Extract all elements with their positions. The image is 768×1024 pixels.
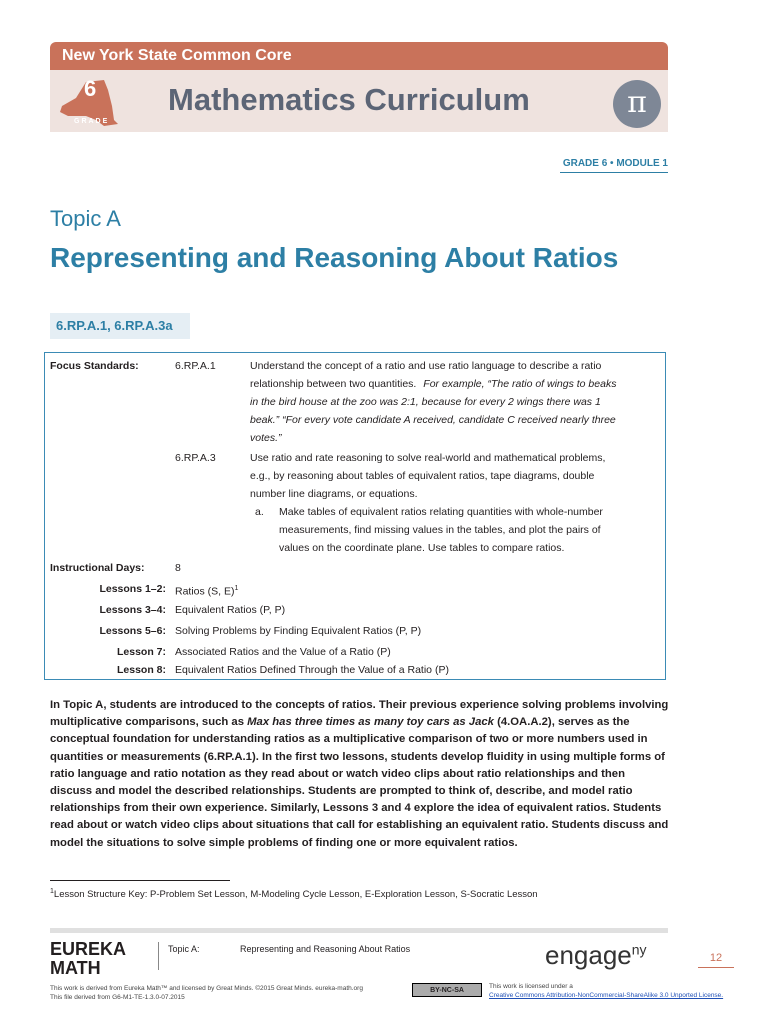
footnote	[50, 888, 538, 900]
paragraph-reference: (4.OA.A.2)	[493, 716, 552, 729]
creative-commons-badge: BY-NC-SA	[412, 983, 482, 997]
footer-topic-label: Topic A:	[168, 944, 200, 954]
footnote-text: Lesson Structure Key: P-Problem Set Lesson, M-Modeling Cycle Lesson, E-Exploration Lesson, S-Socratic Lesson	[53, 889, 538, 901]
credit-text	[50, 984, 363, 1002]
state-banner: New York State Common Core	[50, 42, 668, 70]
standard-text-part: relationship between two quantities.	[250, 378, 417, 390]
page-number: 12	[698, 952, 734, 968]
curriculum-title: Mathematics Curriculum	[168, 82, 530, 117]
credit-line: This file derived from G6-M1-TE-1.3.0-07.2015	[50, 994, 185, 1001]
standards-box: 6.RP.A.1, 6.RP.A.3a	[50, 313, 190, 339]
standard-example: For example, “The ratio of wings to beaks	[423, 378, 617, 390]
lesson-label: Lessons 3–4:	[99, 604, 166, 616]
grade-word: GRADE	[74, 118, 110, 125]
lesson-title-text: Ratios (S, E)	[175, 585, 235, 598]
logo-text: engage	[545, 940, 632, 970]
standard-text: Use ratio and rate reasoning to solve real-world and mathematical problems,	[250, 452, 606, 464]
grade-logo	[56, 76, 124, 130]
topic-overview-paragraph	[50, 697, 670, 852]
footnote-mark: 1	[50, 888, 54, 895]
lesson-label: Lessons 5–6:	[99, 625, 166, 637]
logo-superscript: ny	[631, 941, 647, 958]
footnote-rule	[50, 880, 230, 881]
footer-topic-title: Representing and Reasoning About Ratios	[240, 944, 411, 954]
standard-text: Understand the concept of a ratio and use ratio language to describe a ratio	[250, 360, 602, 372]
substandard-letter: a.	[255, 506, 264, 518]
engageny-logo	[545, 940, 647, 971]
focus-standards-table	[44, 352, 666, 680]
logo-line: MATH	[50, 958, 101, 978]
pi-icon: π	[613, 80, 661, 128]
lesson-title: Equivalent Ratios Defined Through the Value of a Ratio (P)	[175, 664, 449, 676]
footnote-marker: 1	[234, 585, 239, 592]
lesson-label: Lessons 1–2:	[99, 583, 166, 595]
standard-code: 6.RP.A.3	[175, 452, 216, 464]
header-band	[50, 70, 668, 132]
license-line: This work is licensed under a	[489, 983, 573, 990]
standard-code: 6.RP.A.1	[175, 360, 216, 372]
footer-rule	[50, 928, 668, 933]
lesson-title: Equivalent Ratios (P, P)	[175, 604, 286, 616]
standard-example: beak.” “For every vote candidate A received, candidate C received nearly three	[250, 414, 616, 426]
substandard-text: measurements, find missing values in the tables, and plot the pairs of	[279, 524, 601, 536]
logo-line: EUREKA	[50, 939, 127, 959]
eureka-math-logo	[50, 940, 126, 978]
standard-text: number line diagrams, or equations.	[250, 488, 418, 500]
standard-example: in the bird house at the zoo was 2:1, because for every 2 wings there was 1	[250, 396, 601, 408]
license-text	[489, 982, 723, 1000]
lesson-title: Associated Ratios and the Value of a Ratio (P)	[175, 646, 391, 658]
substandard-text: values on the coordinate plane. Use tables to compare ratios.	[279, 542, 565, 554]
lesson-title: Solving Problems by Finding Equivalent Ratios (P, P)	[175, 625, 422, 637]
focus-standards-label: Focus Standards:	[50, 360, 139, 372]
footer-divider	[158, 942, 159, 970]
lesson-label: Lesson 8:	[116, 664, 166, 676]
lesson-label: Lesson 7:	[116, 646, 166, 658]
standard-text	[250, 375, 616, 393]
lesson-title	[175, 580, 238, 601]
standard-example: votes.”	[250, 432, 282, 444]
credit-line: This work is derived from Eureka Math™ and licensed by Great Minds. ©2015 Great Minds. eureka-math.org	[50, 985, 363, 992]
instructional-days-label: Instructional Days:	[50, 562, 145, 574]
module-label: GRADE 6 • MODULE 1	[560, 158, 668, 173]
paragraph-text: In Topic A, students are introduced to the concepts of ratios. Their previous experience solving problems involving multiplicative comparisons, such as	[50, 699, 669, 729]
paragraph-text: , serves as the conceptual foundation for understanding ratios as a multiplicative comparison of two or more numbers used in quantities or measurements (6.RP.A.1). In the first two lessons, students develop fluidity in using multiple forms of ratio language and ratio notation as they read about or watch video clips about ratio relationships and then discuss and model the described relationships. Students are prompted to think of, describe, and model ratio relationships from their own experience. Similarly, Lessons 3 and 4 explore the idea of equivalent ratios. Students read about or watch video clips about situations that call for establishing an equivalent ratio. Students discuss and model the situations to solve simple problems of finding one or more equivalent ratios.	[50, 716, 669, 849]
license-link[interactable]: Creative Commons Attribution-NonCommercial-ShareAlike 3.0 Unported License.	[489, 992, 724, 999]
topic-title: Representing and Reasoning About Ratios	[50, 242, 619, 273]
instructional-days-value: 8	[175, 562, 181, 574]
standard-text: e.g., by reasoning about tables of equivalent ratios, tape diagrams, double	[250, 470, 595, 482]
paragraph-example: Max has three times as many toy cars as Jack	[247, 716, 494, 729]
grade-number: 6	[84, 76, 97, 101]
substandard-text: Make tables of equivalent ratios relating quantities with whole-number	[279, 506, 603, 518]
topic-label: Topic A	[50, 206, 121, 231]
